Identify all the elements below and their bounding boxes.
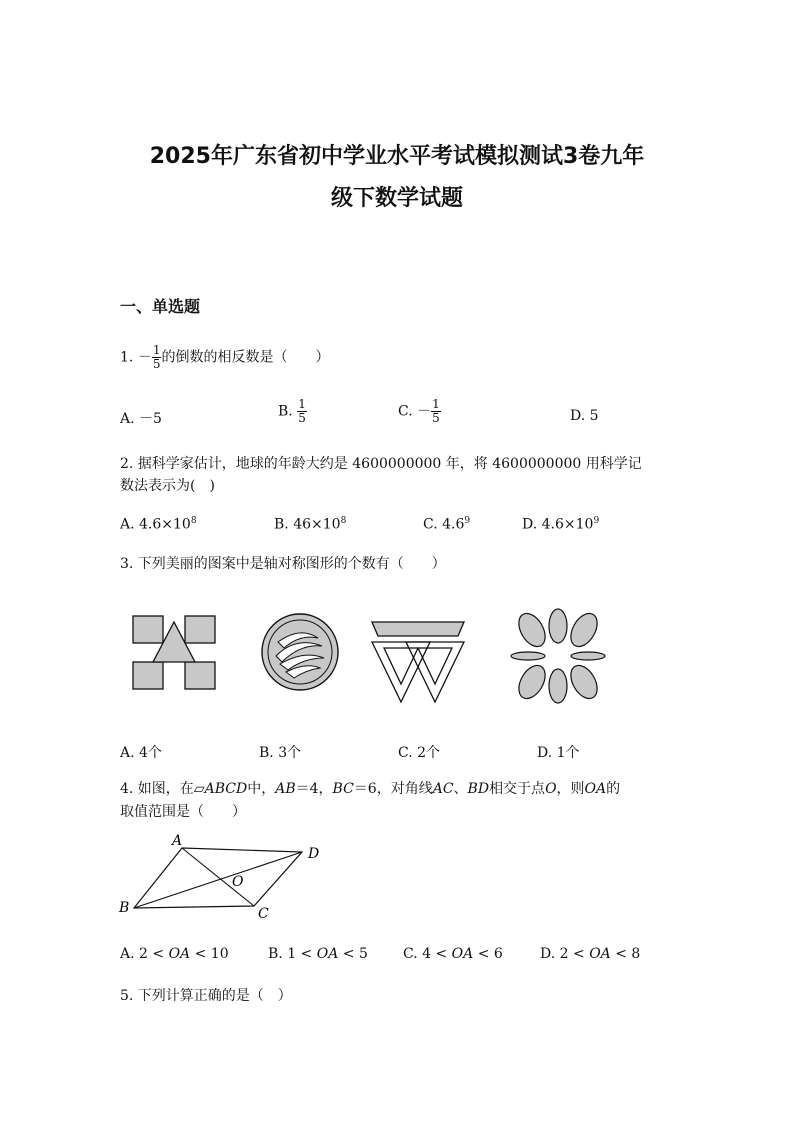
q4-option-c-upper: < 6 [473,946,503,962]
q1-option-b-den: 5 [298,411,306,425]
q1-option-c-den: 5 [432,411,440,425]
q4-option-c-label: C. [403,946,418,962]
q2-option-a-base: 4.6×10 [139,516,191,533]
q1-text: 的倒数的相反数是（ ） [161,349,330,366]
q2-option-d-base: 4.6×10 [541,516,594,533]
q5-text: 5. 下列计算正确的是（ ） [120,988,292,1004]
q4-oa: OA [584,781,607,797]
q4-option-c-lower: 4 < [422,946,452,962]
q2-option-c[interactable] [423,516,470,533]
q4-option-b-label: B. [268,946,283,962]
q4-option-a[interactable] [120,946,229,962]
q1-minus: － [137,349,152,366]
q4-abcd: ABCD [204,781,248,797]
q2-option-b-base: 46×10 [293,516,341,533]
fig4-ellipse-bl [513,661,550,703]
fig2-outer-circle [262,614,338,690]
q1-option-c[interactable] [398,398,441,425]
q1-frac-den: 5 [152,357,161,371]
fig4-ellipse-tl [513,609,550,651]
q4-mid2: 相交于点 [489,781,546,797]
fig4-ellipse-bottom [549,669,567,703]
point-label-o: O [232,874,244,890]
fig1-square-tr [185,616,215,643]
q2-option-c-exp: 9 [464,516,471,526]
parallelogram-symbol-icon: ▱ [193,781,205,797]
q4-end: 的 [606,781,621,797]
q4-eq4: ＝4， [295,781,333,797]
question-1 [120,344,329,371]
parallelogram-outline [134,848,302,908]
vertex-label-d: D [308,846,320,862]
q3-figure-logo-circle [260,612,342,694]
vertex-label-b: B [119,900,130,916]
q4-option-d-var: OA [589,946,611,962]
q4-sep: 、 [453,781,468,797]
q4-option-b-lower: 1 < [287,946,317,962]
q4-bc: BC [332,781,354,797]
q4-option-b[interactable] [268,946,368,962]
q1-option-b-label: B. [278,403,293,420]
q2-option-c-base: 4.6 [442,516,465,533]
fig4-ellipse-left [511,652,545,660]
q4-option-b-upper: < 5 [338,946,368,962]
q2-option-d-label: D. [522,516,538,533]
fig4-ellipse-top [549,609,567,643]
q1-option-a[interactable]: A. －5 [120,411,162,427]
q3-option-b[interactable]: B. 3个 [259,745,302,761]
q3-figure-squares-triangle [128,612,220,692]
q4-pre: 4. 如图，在 [120,781,194,797]
fig1-square-br [185,662,215,689]
section-header: 一、单选题 [120,297,201,316]
q4-option-a-upper: < 10 [190,946,229,962]
vertex-label-c: C [258,906,269,922]
q2-option-a-exp: 8 [190,516,197,526]
q1-frac-num: 1 [152,343,161,357]
q1-option-b[interactable] [278,398,307,425]
q2-option-a[interactable] [120,516,197,533]
q4-option-d-upper: < 8 [610,946,641,962]
q1-option-c-fraction [431,398,441,425]
q3-option-d[interactable]: D. 1个 [537,745,580,761]
q3-text: 3. 下列美丽的图案中是轴对称图形的个数有（ ） [120,556,446,572]
q1-number: 1. [120,349,134,366]
q4-line1 [120,777,620,801]
q1-option-b-num: 1 [298,397,306,411]
fig1-square-bl [133,662,163,689]
q2-option-b[interactable] [274,516,346,533]
q1-fraction [152,344,162,371]
q2-line2: 数法表示为( ) [120,478,215,494]
q4-o: O [545,781,557,797]
fig3-top-bar [372,622,464,636]
q4-option-d[interactable] [540,946,640,962]
q2-option-c-label: C. [423,516,438,533]
q4-mid1: 中， [247,781,276,797]
q4-ac: AC [432,781,454,797]
q1-option-d[interactable]: D. 5 [570,408,599,424]
q4-mid3: ，则 [556,781,585,797]
q4-option-c[interactable] [403,946,503,962]
q1-option-c-num: 1 [432,397,440,411]
q4-line2: 取值范围是（ ） [120,804,246,820]
fig4-ellipse-br [565,661,602,703]
q4-option-b-var: OA [316,946,339,962]
fig4-ellipse-tr [565,609,602,651]
q4-bd: BD [467,781,490,797]
q3-option-a[interactable]: A. 4个 [120,745,162,761]
q4-option-d-lower: 2 < [559,946,590,962]
fig3-right-triangle-outer [406,642,464,702]
q4-option-d-label: D. [540,946,556,962]
q4-ab: AB [275,781,296,797]
q4-option-a-lower: 2 < [139,946,169,962]
document-title-line2: 级下数学试题 [330,186,463,211]
q1-option-c-label: C. [398,403,413,420]
q2-option-b-exp: 8 [340,516,347,526]
q2-option-d-exp: 9 [593,516,600,526]
vertex-label-a: A [172,833,183,849]
q3-option-c[interactable]: C. 2个 [398,745,441,761]
document-title-line1: 2025年广东省初中学业水平考试模拟测试3卷九年 [149,144,645,169]
q1-option-c-minus: － [417,403,432,420]
q3-figure-ellipses [506,606,610,706]
q1-option-b-fraction [297,398,307,425]
q4-option-a-var: OA [168,946,191,962]
q4-option-c-var: OA [451,946,474,962]
q4-option-a-label: A. [120,946,135,962]
q2-option-a-label: A. [120,516,135,533]
q3-figure-w-triangles [368,618,468,706]
fig3-left-triangle-outer [372,642,430,702]
q2-option-d[interactable] [522,516,599,533]
q2-option-b-label: B. [274,516,289,533]
fig1-square-tl [133,616,163,643]
q4-parallelogram-figure [112,830,332,922]
fig4-ellipse-right [571,652,605,660]
q4-eq6: ＝6，对角线 [353,781,433,797]
q2-line1: 2. 据科学家估计，地球的年龄大约是 4600000000 年，将 4600000000 用科学记 [120,456,642,472]
